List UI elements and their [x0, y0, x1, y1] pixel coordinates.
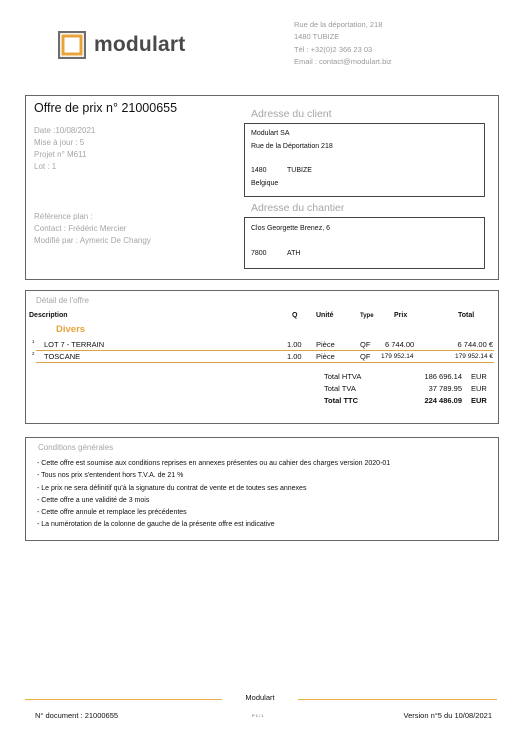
offer-contact: Contact : Frédéric Mercier — [34, 224, 127, 233]
site-city: ATH — [287, 250, 301, 257]
row-description: TOSCANE — [44, 352, 81, 361]
total-tva-value: 37 789.95 — [428, 384, 462, 393]
condition-item: - Cette offre est soumise aux conditions reprises en annexes présentes ou au cahier des charges version 2020-01 — [37, 460, 391, 467]
footer-page-number: P 1 / 1 — [252, 713, 264, 718]
total-ttc-value: 224 486.09 — [424, 396, 462, 405]
row-number: 1 — [32, 339, 35, 344]
footer-version: Version n°5 du 10/08/2021 — [403, 711, 492, 720]
offer-plan-ref: Référence plan : — [34, 212, 93, 221]
header-quantity: Q — [292, 312, 298, 319]
row-type: QF — [360, 352, 371, 361]
site-address-label: Adresse du chantier — [251, 202, 345, 214]
company-email: Email : contact@modulart.biz — [294, 56, 392, 66]
site-postcode: 7800 — [251, 250, 267, 257]
header-price: Prix — [394, 312, 408, 319]
brand-name: modulart — [94, 33, 186, 56]
client-address-label: Adresse du client — [251, 108, 332, 120]
row-type: QF — [360, 340, 371, 349]
company-address — [294, 19, 392, 68]
offer-title: Offre de prix n° 21000655 — [34, 101, 178, 115]
total-htva-label: Total HTVA — [324, 372, 362, 381]
row-unit: Pièce — [316, 340, 335, 349]
header-total: Total — [458, 312, 475, 319]
offer-project: Projet n° M611 — [34, 150, 87, 159]
client-country: Belgique — [251, 180, 279, 187]
row-unit: Pièce — [316, 352, 335, 361]
row-quantity: 1.00 — [287, 352, 302, 361]
row-quantity: 1.00 — [287, 340, 302, 349]
offer-references — [34, 211, 151, 247]
condition-item: - Cette offre annule et remplace les précédentes — [37, 509, 187, 516]
offer-update: Mise à jour : 5 — [34, 138, 85, 147]
condition-item: - La numérotation de la colonne de gauche de la présente offre est indicative — [37, 521, 275, 528]
offer-lot: Lot : 1 — [34, 162, 57, 171]
row-total: 6 744.00 € — [457, 340, 493, 349]
total-tva-currency: EUR — [471, 384, 487, 393]
category-label: Divers — [56, 324, 86, 335]
header-description: Description — [29, 312, 68, 319]
company-street: Rue de la déportation, 218 — [294, 20, 383, 29]
header-unit: Unité — [316, 312, 334, 319]
conditions-label: Conditions générales — [38, 443, 114, 452]
client-street: Rue de la Déportation 218 — [251, 143, 333, 150]
row-description: LOT 7 - TERRAIN — [44, 340, 105, 349]
condition-item: - Le prix ne sera définitif qu'à la signature du contrat de vente et de toutes ses annexes — [37, 485, 307, 492]
total-htva-value: 186 696.14 — [424, 372, 462, 381]
details-label: Détail de l'offre — [36, 296, 89, 305]
footer-company: Modulart — [245, 693, 275, 702]
company-phone: Tél : +32(0)2 366 23 03 — [294, 44, 373, 54]
row-divider — [36, 350, 494, 351]
client-postcode: 1480 — [251, 167, 267, 174]
offer-meta — [34, 125, 95, 173]
offer-date: Date :10/08/2021 — [34, 126, 96, 135]
modulart-logo-icon — [58, 31, 86, 59]
header-type: Type — [360, 313, 374, 319]
company-city: 1480 TUBIZE — [294, 32, 340, 42]
client-name: Modulart SA — [251, 130, 290, 137]
offer-modified-by: Modifié par : Aymeric De Changy — [34, 236, 151, 245]
row-number: 2 — [32, 351, 35, 356]
site-address-box — [244, 217, 485, 269]
client-city: TUBIZE — [287, 167, 312, 174]
site-street: Clos Georgette Brenez, 6 — [251, 225, 330, 232]
total-ttc-currency: EUR — [471, 396, 487, 405]
total-htva-currency: EUR — [471, 372, 487, 381]
total-tva-label: Total TVA — [324, 384, 356, 393]
total-ttc-label: Total TTC — [324, 396, 359, 405]
row-price: 6 744.00 — [385, 340, 415, 349]
row-total: 179 952.14 € — [455, 353, 493, 360]
client-address-box — [244, 123, 485, 197]
condition-item: - Tous nos prix s'entendent hors T.V.A. de 21 % — [37, 472, 184, 479]
row-divider — [36, 362, 494, 363]
row-price: 179 952.14 — [381, 353, 414, 360]
footer-document-number: N° document : 21000655 — [35, 711, 119, 720]
condition-item: - Cette offre a une validité de 3 mois — [37, 497, 150, 504]
